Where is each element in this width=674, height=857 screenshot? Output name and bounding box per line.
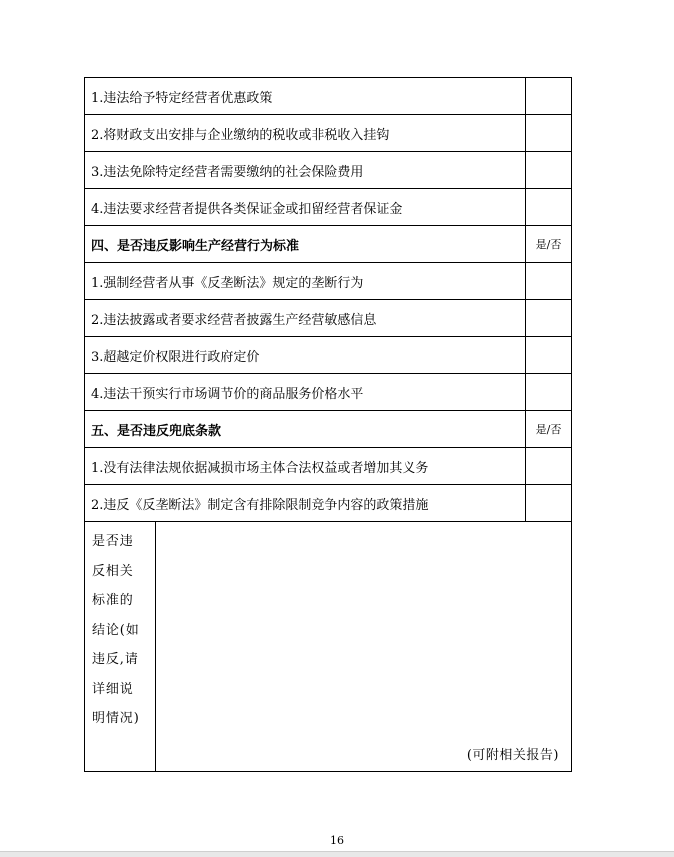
conclusion-label-line: 结论(如	[92, 622, 140, 638]
criterion-text: 2.将财政支出安排与企业缴纳的税收或非税收入挂钩	[85, 115, 526, 152]
criterion-text: 4.违法要求经营者提供各类保证金或扣留经营者保证金	[85, 189, 526, 226]
answer-cell[interactable]	[526, 374, 572, 411]
table-row	[85, 78, 572, 115]
answer-cell[interactable]	[526, 485, 572, 522]
criterion-text: 1.强制经营者从事《反垄断法》规定的垄断行为	[85, 263, 526, 300]
criterion-text: 1.没有法律法规依据减损市场主体合法权益或者增加其义务	[85, 448, 526, 485]
conclusion-label	[85, 522, 156, 772]
page-number: 16	[330, 834, 344, 847]
section-title: 四、是否违反影响生产经营行为标准	[85, 226, 526, 263]
criterion-text: 3.超越定价权限进行政府定价	[85, 337, 526, 374]
criterion-text: 2.违法披露或者要求经营者披露生产经营敏感信息	[85, 300, 526, 337]
conclusion-label-line: 违反,请	[92, 652, 139, 667]
answer-cell[interactable]	[526, 78, 572, 115]
answer-cell[interactable]	[526, 189, 572, 226]
table-row	[85, 152, 572, 189]
table-row	[85, 189, 572, 226]
answer-cell[interactable]	[526, 337, 572, 374]
viewer-bottom-edge	[0, 851, 674, 857]
answer-cell[interactable]	[526, 152, 572, 189]
criterion-text: 1.违法给予特定经营者优惠政策	[85, 78, 526, 115]
conclusion-label-line: 明情况)	[92, 711, 140, 726]
attachment-note: (可附相关报告)	[466, 748, 559, 763]
criterion-text: 2.违反《反垄断法》制定含有排除限制竞争内容的政策措施	[85, 485, 526, 522]
conclusion-row	[85, 522, 572, 772]
table-row	[85, 263, 572, 300]
table-row	[85, 448, 572, 485]
criterion-text: 4.违法干预实行市场调节价的商品服务价格水平	[85, 374, 526, 411]
section-header-row	[85, 226, 572, 263]
criterion-text: 3.违法免除特定经营者需要缴纳的社会保险费用	[85, 152, 526, 189]
section-header-row	[85, 411, 572, 448]
conclusion-label-line: 反相关	[92, 563, 134, 579]
review-checklist-table	[84, 77, 572, 772]
table-row	[85, 115, 572, 152]
yes-no-header: 是/否	[526, 226, 572, 263]
answer-cell[interactable]	[526, 115, 572, 152]
conclusion-label-line: 是否违	[92, 534, 134, 549]
answer-cell[interactable]	[526, 300, 572, 337]
answer-cell[interactable]	[526, 263, 572, 300]
table-row	[85, 337, 572, 374]
conclusion-label-line: 详细说	[92, 681, 134, 697]
table-row	[85, 374, 572, 411]
table-row	[85, 485, 572, 522]
table-row	[85, 300, 572, 337]
yes-no-header: 是/否	[526, 411, 572, 448]
conclusion-input-area[interactable]	[156, 522, 572, 772]
answer-cell[interactable]	[526, 448, 572, 485]
section-title: 五、是否违反兜底条款	[85, 411, 526, 448]
conclusion-label-line: 标准的	[92, 593, 134, 608]
